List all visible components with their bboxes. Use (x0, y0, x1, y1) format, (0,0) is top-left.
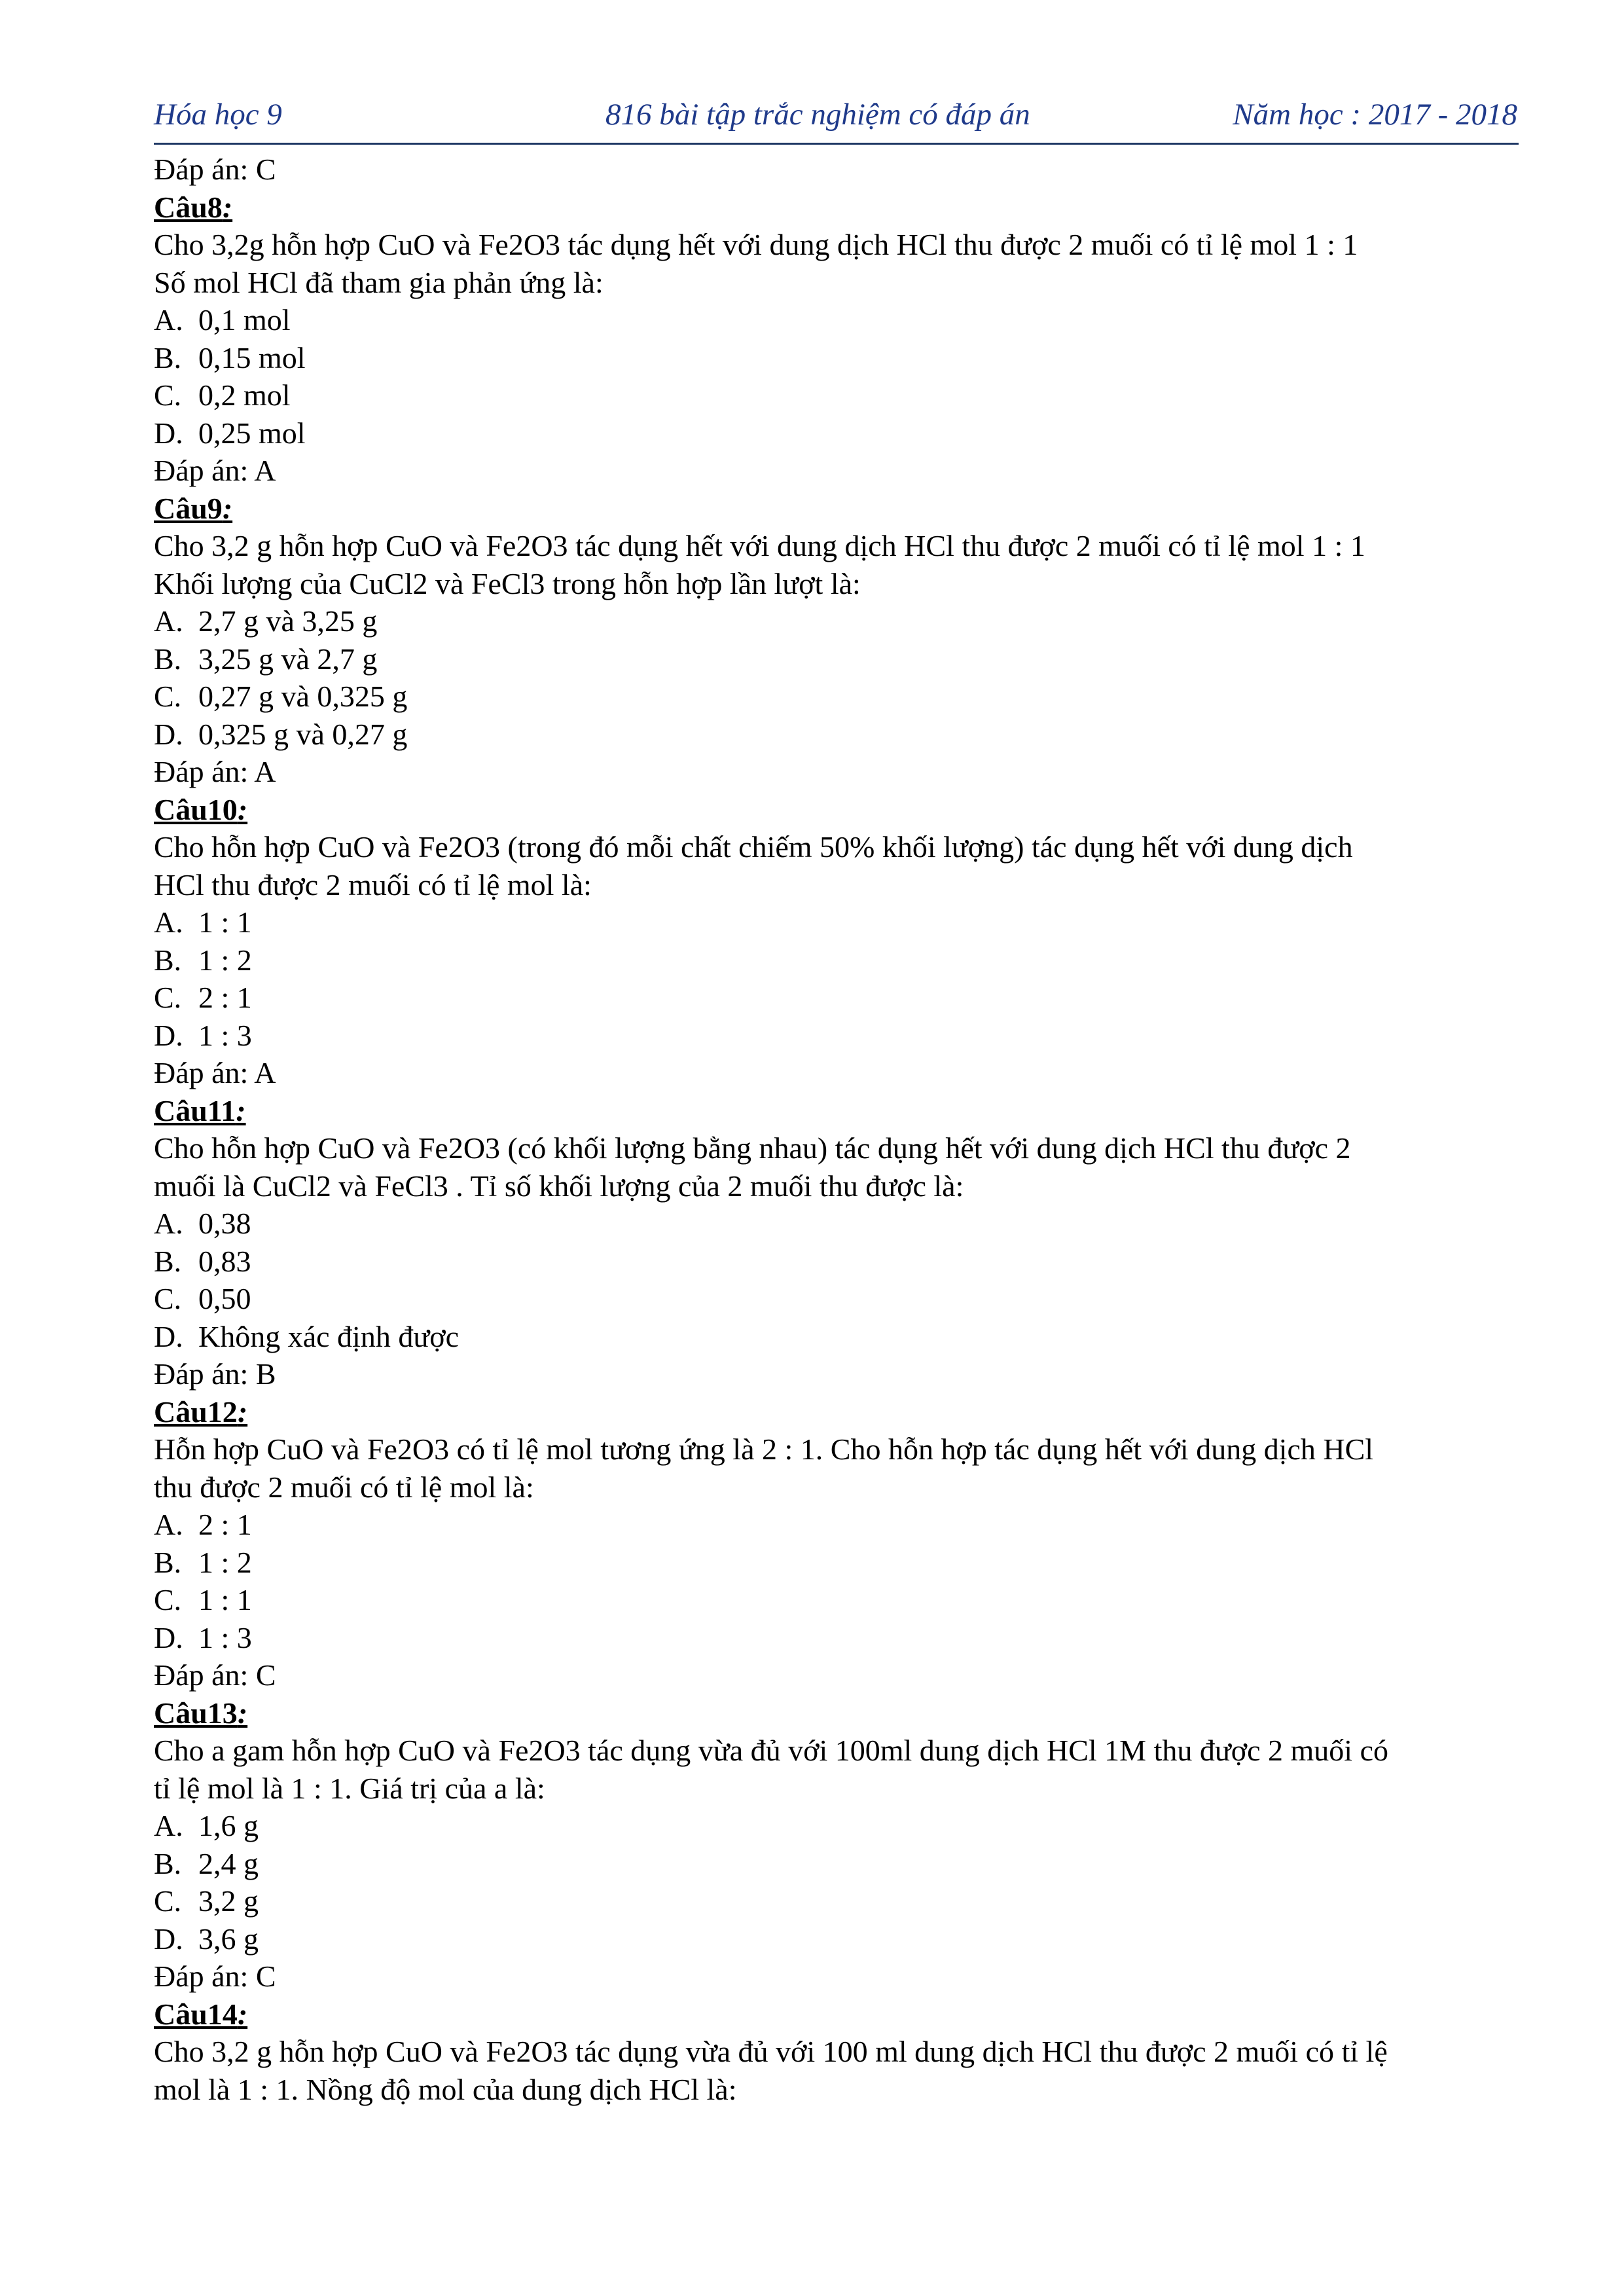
answer-option (154, 678, 1519, 716)
option-letter: B. (154, 1545, 182, 1579)
option-letter: A. (154, 604, 183, 638)
option-letter: C. (154, 1583, 182, 1616)
option-letter: C. (154, 680, 182, 713)
answer-option (154, 376, 1519, 414)
answer-option (154, 979, 1519, 1017)
question-title: Câu12: (154, 1394, 248, 1429)
question-block (154, 1092, 1519, 1393)
option-text: 1 : 2 (198, 1545, 252, 1579)
option-text: Không xác định được (198, 1319, 460, 1353)
question-text: Cho hỗn hợp CuO và Fe2O3 (trong đó mỗi chất chiếm 50% khối lượng) tác dụng hết với dung dịch (154, 830, 1353, 864)
answer-option (154, 301, 1519, 339)
previous-answer: Đáp án: C (154, 153, 276, 186)
answer-option (154, 1882, 1519, 1920)
question-text: tỉ lệ mol là 1 : 1. Giá trị của a là: (154, 1771, 545, 1805)
question-text: Khối lượng của CuCl2 và FeCl3 trong hỗn hợp lần lượt là: (154, 566, 861, 600)
answer-option (154, 339, 1519, 377)
question-text: muối là CuCl2 và FeCl3 . Tỉ số khối lượng của 2 muối thu được là: (154, 1169, 964, 1203)
option-text: 1 : 3 (198, 1620, 252, 1654)
option-text: 0,15 mol (198, 340, 306, 374)
question-block (154, 1995, 1519, 2109)
question-block (154, 189, 1519, 490)
question-block (154, 791, 1519, 1092)
question-text: Cho 3,2g hỗn hợp CuO và Fe2O3 tác dụng hết với dung dịch HCl thu được 2 muối có tỉ lệ mol 1 : 1 (154, 228, 1358, 261)
option-letter: A. (154, 1207, 183, 1240)
option-text: 2,7 g và 3,25 g (198, 604, 378, 638)
option-letter: B. (154, 943, 182, 977)
option-text: 2 : 1 (198, 1508, 252, 1541)
option-text: 1 : 3 (198, 1018, 252, 1052)
option-letter: D. (154, 1018, 183, 1052)
option-letter: D. (154, 1620, 183, 1654)
option-letter: D. (154, 1319, 183, 1353)
question-text: Cho a gam hỗn hợp CuO và Fe2O3 tác dụng vừa đủ với 100ml dung dịch HCl 1M thu được 2 muối có (154, 1734, 1388, 1767)
option-text: 0,50 (198, 1282, 251, 1315)
answer-option (154, 1506, 1519, 1544)
option-text: 0,83 (198, 1244, 251, 1278)
option-letter: A. (154, 1809, 183, 1842)
page-header (154, 92, 1519, 145)
answer-key: Đáp án: B (154, 1357, 276, 1391)
question-text: mol là 1 : 1. Nồng độ mol của dung dịch HCl là: (154, 2072, 737, 2106)
option-letter: A. (154, 303, 183, 337)
question-text: Số mol HCl đã tham gia phản ứng là: (154, 265, 604, 299)
option-letter: C. (154, 1884, 182, 1918)
option-letter: B. (154, 340, 182, 374)
answer-option (154, 1205, 1519, 1243)
option-letter: C. (154, 981, 182, 1014)
question-title: Câu9: (154, 491, 233, 525)
option-text: 0,1 mol (198, 303, 291, 337)
option-text: 0,38 (198, 1207, 251, 1240)
option-letter: C. (154, 1282, 182, 1315)
answer-option (154, 640, 1519, 678)
question-title: Câu10: (154, 792, 248, 826)
question-block (154, 1393, 1519, 1694)
answer-option (154, 1017, 1519, 1055)
answer-option (154, 716, 1519, 754)
header-title: 816 bài tập trắc nghiệm có đáp án (605, 98, 1030, 132)
header-subject: Hóa học 9 (154, 98, 282, 132)
option-text: 1 : 1 (198, 905, 252, 939)
answer-option (154, 1920, 1519, 1958)
answer-option (154, 1807, 1519, 1845)
option-letter: B. (154, 642, 182, 676)
answer-option (154, 1619, 1519, 1657)
option-text: 0,325 g và 0,27 g (198, 717, 408, 751)
option-letter: B. (154, 1846, 182, 1880)
answer-key: Đáp án: A (154, 454, 276, 487)
question-text: Hỗn hợp CuO và Fe2O3 có tỉ lệ mol tương ứng là 2 : 1. Cho hỗn hợp tác dụng hết với dung dịch HCl (154, 1432, 1374, 1466)
question-block (154, 490, 1519, 791)
option-text: 0,2 mol (198, 378, 291, 412)
answer-option (154, 1845, 1519, 1883)
answer-option (154, 1544, 1519, 1582)
option-text: 3,25 g và 2,7 g (198, 642, 378, 676)
option-text: 2 : 1 (198, 981, 252, 1014)
option-text: 3,6 g (198, 1922, 259, 1956)
option-text: 0,25 mol (198, 416, 306, 450)
answer-key: Đáp án: A (154, 1056, 276, 1089)
option-letter: D. (154, 717, 183, 751)
answer-option (154, 903, 1519, 941)
question-title: Câu11: (154, 1093, 246, 1127)
option-text: 1 : 1 (198, 1583, 252, 1616)
header-year: Năm học : 2017 - 2018 (1233, 98, 1517, 132)
answer-option (154, 941, 1519, 979)
option-text: 0,27 g và 0,325 g (198, 680, 408, 713)
option-text: 1 : 2 (198, 943, 252, 977)
option-text: 3,2 g (198, 1884, 259, 1918)
answer-key: Đáp án: A (154, 755, 276, 788)
answer-option (154, 1581, 1519, 1619)
question-text: thu được 2 muối có tỉ lệ mol là: (154, 1470, 534, 1504)
answer-key: Đáp án: C (154, 1959, 276, 1993)
answer-option (154, 1243, 1519, 1281)
document-body (154, 151, 1519, 2108)
option-letter: D. (154, 1922, 183, 1956)
option-letter: A. (154, 905, 183, 939)
question-title: Câu8: (154, 190, 233, 224)
answer-option (154, 1318, 1519, 1356)
question-text: Cho 3,2 g hỗn hợp CuO và Fe2O3 tác dụng hết với dung dịch HCl thu được 2 muối có tỉ lệ mol 1 : 1 (154, 529, 1365, 562)
option-letter: A. (154, 1508, 183, 1541)
answer-key: Đáp án: C (154, 1658, 276, 1692)
question-text: Cho hỗn hợp CuO và Fe2O3 (có khối lượng bằng nhau) tác dụng hết với dung dịch HCl thu được 2 (154, 1131, 1351, 1165)
answer-option (154, 602, 1519, 640)
option-letter: B. (154, 1244, 182, 1278)
option-text: 2,4 g (198, 1846, 259, 1880)
question-text: Cho 3,2 g hỗn hợp CuO và Fe2O3 tác dụng vừa đủ với 100 ml dung dịch HCl thu được 2 muối có tỉ lệ (154, 2035, 1388, 2068)
question-title: Câu14: (154, 1997, 248, 2031)
answer-option (154, 1280, 1519, 1318)
option-letter: D. (154, 416, 183, 450)
option-letter: C. (154, 378, 182, 412)
question-text: HCl thu được 2 muối có tỉ lệ mol là: (154, 867, 592, 902)
option-text: 1,6 g (198, 1809, 259, 1842)
answer-option (154, 414, 1519, 452)
question-block (154, 1694, 1519, 1995)
question-title: Câu13: (154, 1696, 248, 1730)
